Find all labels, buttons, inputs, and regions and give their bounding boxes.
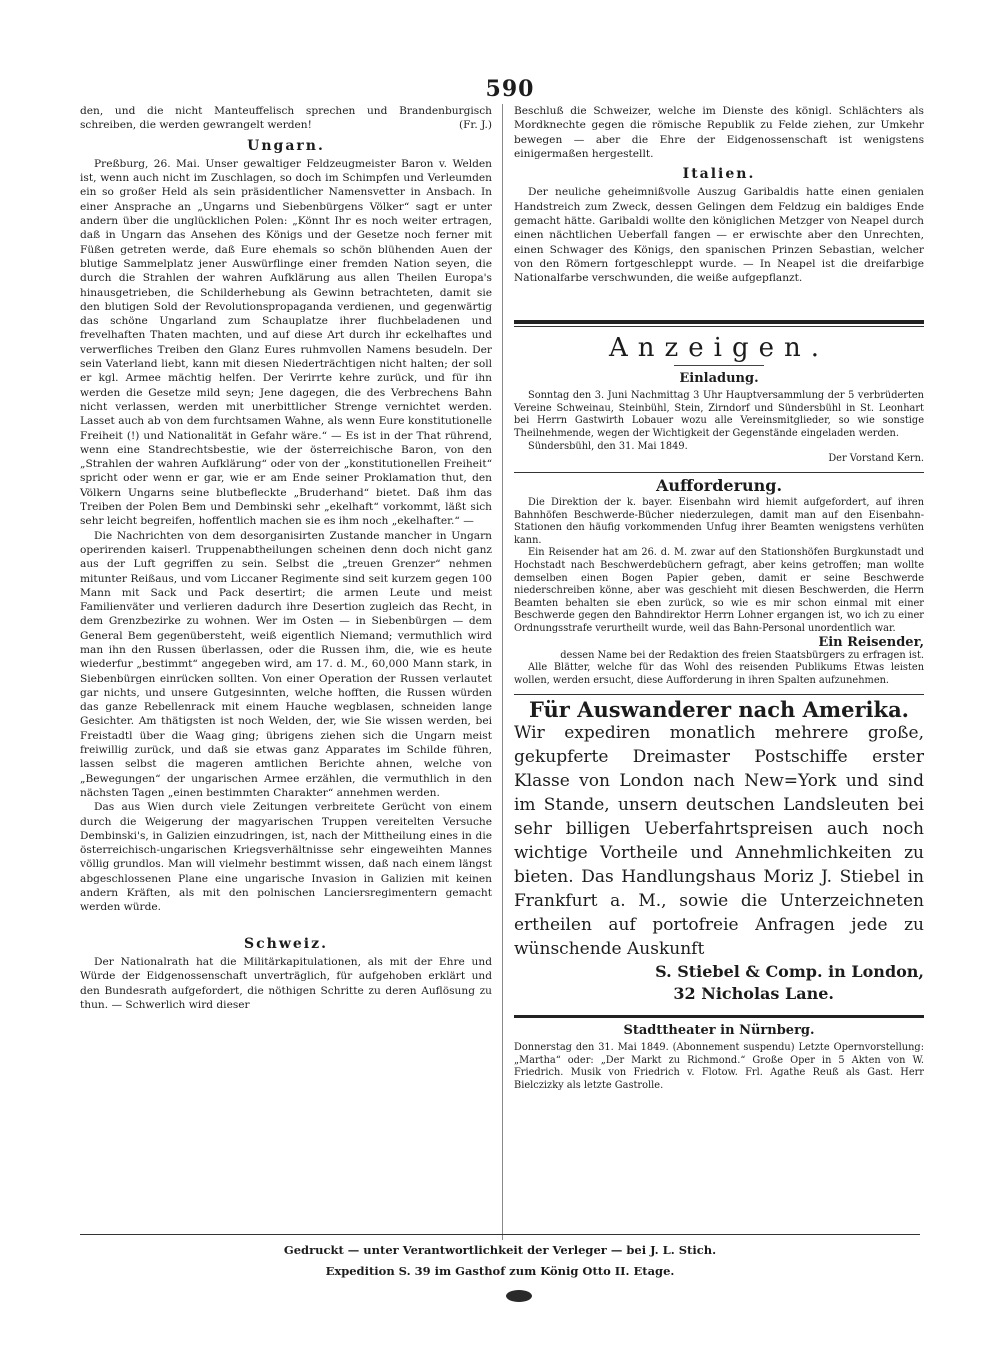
ad-divider-1 [514, 472, 924, 473]
emigrant-ad-signature-2: 32 Nicholas Lane. [673, 983, 834, 1003]
footer-rule [80, 1234, 920, 1235]
emigrant-ad-signature-1: S. Stiebel & Comp. in London, [655, 961, 924, 981]
footer-expedition-line: Expedition S. 39 im Gasthof zum König Otto II. Etage. [325, 1264, 675, 1278]
aufforderung-signature: Ein Reisender, [818, 634, 924, 650]
schweiz-paragraph: Der Nationalrath hat die Militärkapitulationen, als mit der Ehre und Würde der Eidgenossenschaft unverträglich, für aufgehoben erklärt und den Bundesrath aufgefordert, die nöthigen Schritte zu deren Auflösung zu thun. — Schwerlich wird dieser [80, 955, 492, 1011]
ungarn-paragraph-2: Die Nachrichten von dem desorganisirten Zustande mancher in Ungarn operirenden kaiserl. Truppenabtheilungen scheinen denn doch nicht ganz aus der Luft gegriffen zu sein. Selbst die „treuen Grenzer“ nehmen mitunter Reißaus, und vom Liccaner Regimente sind seit kurzem gegen 100 Mann mit Sack und Pack desertirt; die armen Leute und meist Familienväter und verlieren dadurch ihre Desertion zugleich das Recht, in dem Grenzbezirke zu wohnen. Wer im Osten — in Siebenbürgen — dem General Bem gegenübersteht, weiß eigentlich Niemand; vermuthlich wird man ihn den Russen überlassen, oder die Russen ihm, die, wie es heute wiederfur „bestimmt“ angegeben wird, am 17. d. M., 60,000 Mann stark, in Siebenbürgen einrücken sollten. Von einer Operation der Russen verlautet gar nichts, und unsere Gutgesinnten, welche hofften, die Russen würden das ganze Rebellenrack mit einem Hauche wegblasen, schneiden lange Gesichter. Am thätigsten ist noch Welden, der, wie Sie wissen werden, bei Freistadtl über die Waag ging; übrigens ziehen sich die Ungarn meist freiwillig zurück, und daß sie etwas ganz Apparates im Schilde führen, lassen selbst die mageren amtlichen Berichte ahnen, welche von „Bewegungen“ der ungarischen Armee erzählen, die vermuthlich in den nächsten Tagen „einen bestimmten Charakter“ annehmen werden. [80, 529, 492, 799]
emigrant-ad-body: Wir expediren monatlich mehrere große, gekupferte Dreimaster Postschiffe erster Klasse von London nach New=York und sind im Stande, unsern deutschen Landsleuten bei sehr billigen Ueberfahrtspreisen auch noch wichtige Vortheile und Annehmlichkeiten zu bieten. Das Handlungshaus Moriz J. Stiebel in Frankfurt a. M., sowie die Unterzeichneten ertheilen auf portofreie Anfragen jede zu wünschende Auskunft [514, 722, 924, 959]
announcements-title: Anzeigen. [609, 332, 829, 363]
right-column [514, 104, 924, 1093]
einladung-text: Sonntag den 3. Juni Nachmittag 3 Uhr Hauptversammlung der 5 verbrüderten Vereine Schweinau, Steinbühl, Stein, Zirndorf und Sündersbühl in St. Leonhart bei Herrn Gastwirth Lobauer wozu alle Vereinsmitglieder, so wie sonstige Theilnehmende, wegen der Wichtigkeit der Gegenstände eingeladen werden. [514, 390, 924, 439]
ungarn-paragraph-1: Preßburg, 26. Mai. Unser gewaltiger Feldzeugmeister Baron v. Welden ist, wenn auch nicht im Zuschlagen, so doch im Schimpfen und Verleumden ein so großer Held als sein präsidentlicher Namensvetter in Ansbach. In einer Ansprache an „Ungarns und Siebenbürgens Völker“ sagt er unter andern über die unglücklichen Polen: „Könnt Ihr es noch weiter ertragen, daß in Ungarn das Ansehen des Königs und der Gesetze noch ferner mit Füßen getreten werde, daß Eure ehemals so schön blühenden Auen der blutige Sammelplatz jener Auswürflinge einer fremden Nation seyen, die durch die Strahlen der wahren Aufklärung aus allen Theilen Europa's hinausgetrieben, die Schilderhebung als Gewinn betrachteten, damit sie den blutigen Sold der Revolutionspropaganda verdienen, und gegenwärtig das schöne Ungarland zum Schauplatze ihrer fluchbeladenen und frevelhaften Thaten machten, und auf diese Art durch ihr eckelhaftes und verwerfliches Treiben den Glanz Eures ruhmvollen Namens besudeln. Der sein Vaterland liebt, kann mit diesen Niederträchtigen nicht halten; der soll er kgl. Armee mächtig helfen. Der Verirrte kehre zurück, und für ihn werden die Gesetze mild seyn; Jene dagegen, die des Verbrechens Bahn nicht verlassen, werden mit unerbittlicher Strenge vernichtet werden. Lasset auch ab von dem furchtsamen Wahne, als wenn Eure konstitutionelle Freiheit (!) und Nationalität in Gefahr wäre.“ — Es ist in der That rührend, wenn eine Standrechtsbestie, wie der österreichische Baron, von den „Strahlen der wahren Aufklärung“ oder von der „konstitutionellen Freiheit“ spricht oder wenn er gar, wie er am Ende seiner Proklamation thut, den Völkern Ungarns seine blutbefleckte „Bruderhand“ bietet. Daß ihm das Treiben der Polen Bem und Dembinski sehr „ekelhaft“ vorkommt, läßt sich sehr leicht begreifen, hoffentlich machen sie es ihm noch „ekelhafter.“ — [80, 157, 492, 528]
theater-text: Donnerstag den 31. Mai 1849. (Abonnement suspendu) Letzte Opernvorstellung: „Martha“ oder: „Der Markt zu Richmond.“ Große Oper in 5 Akten von W. Friedrich. Musik von Friedrich v. Flotow. Frl. Agathe Reuß als Gast. Herr Bielczizky als letzte Gastrolle. [514, 1042, 924, 1091]
ad-divider-2 [514, 694, 924, 695]
theater-divider-thick [514, 1015, 924, 1018]
ungarn-paragraph-3: Das aus Wien durch viele Zeitungen verbreitete Gerücht von einem durch die Weigerung der magyarischen Truppen vereitelten Versuche Dembinski's, in Galizien einzudringen, ist, nach der Mittheilung eines in die österreichisch-ungarischen Kriegsverhältnisse sehr eingeweihten Mannes völlig grundlos. Man will vielmehr bestimmt wissen, daß nach einem längst abgeschlossenen Plane eine ungarische Invasion in Galizien mit keinen andern Kräften, als mit den polnischen Lanciersregimentern gemacht werden würde. [80, 801, 492, 914]
intro-signature: (Fr. J.) [458, 119, 492, 132]
aufforderung-text-2: Ein Reisender hat am 26. d. M. zwar auf den Stationshöfen Burgkunstadt und Hochstadt nach Beschwerdebüchern gefragt, aber keins getroffen; man wollte demselben einen Bogen Papier geben, damit er seine Beschwerde niederschreiben könne, aber was geschieht mit diesen Beschwerden, die Herrn Beamten behalten sie eben zurück, so wie es mir schon einmal mit einer Beschwerde gegen den Bahndirektor Herrn Lohner ergangen ist, wo ich zu einer Ordnungsstrafe verurtheilt wurde, weil das Bahn-Personal unordentlich war. [514, 547, 924, 634]
einladung-heading: Einladung. [679, 370, 759, 386]
italien-paragraph: Der neuliche geheimnißvolle Auszug Garibaldis hatte einen genialen Handstreich zum Zweck, dessen Gelingen dem Feldzug ein baldiges Ende gemacht hätte. Garibaldi wollte den königlichen Metzger von Neapel durch einen nächtlichen Ueberfall fangen — er erwischte aber den Unrechten, einen Schwager des Königs, den spanischen Prinzen Sebastian, welcher von den Römern fortgeschleppt wurde. — In Neapel ist die dreifarbige Nationalfarbe verschwunden, die weiße aufgepflanzt. [514, 186, 924, 285]
aufforderung-text-1: Die Direktion der k. bayer. Eisenbahn wird hiemit aufgefordert, auf ihren Bahnhöfen Beschwerde-Bücher niederzulegen, damit man auf den Eisenbahn-Stationen den häufig vorkommenden Unfug ihrer Beamten wenigstens verhüten kann. [514, 497, 924, 546]
einladung-signature: Der Vorstand Kern. [828, 453, 924, 465]
section-heading-italien: Italien. [682, 166, 756, 183]
page-number: 590 [485, 76, 535, 102]
section-divider-thin [514, 326, 924, 327]
section-heading-ungarn: Ungarn. [247, 137, 325, 154]
schweiz-continuation: Beschluß die Schweizer, welche im Dienste des königl. Schlächters als Mordknechte gegen die römische Republik zu Felde ziehen, zur Umkehr bewegen — aber die Ehre der Eidgenossenschaft ist wenigstens einigermaßen hergestellt. [514, 105, 924, 160]
aufforderung-heading: Aufforderung. [655, 475, 783, 495]
column-divider [502, 104, 503, 1240]
left-column [80, 104, 492, 1012]
section-heading-schweiz: Schweiz. [244, 935, 328, 952]
intro-text: den, und die nicht Manteuffelisch sprechen und Brandenburgisch schreiben, die werden gewrangelt werden! (Fr. J.) [80, 105, 492, 132]
theater-heading: Stadttheater in Nürnberg. [623, 1022, 815, 1038]
emigrant-ad-title: Für Auswanderer nach Amerika. [529, 696, 909, 722]
aufforderung-note: Alle Blätter, welche für das Wohl des reisenden Publikums Etwas leisten wollen, werden ersucht, diese Aufforderung in ihren Spalten aufzunehmen. [514, 662, 924, 687]
einladung-date: Sündersbühl, den 31. Mai 1849. [528, 440, 688, 452]
short-divider [674, 365, 764, 366]
aufforderung-signature-note: dessen Name bei der Redaktion des freien Staatsbürgers zu erfragen ist. [560, 649, 924, 661]
footer-printer-line: Gedruckt — unter Verantwortlichkeit der Verleger — bei J. L. Stich. [283, 1243, 717, 1257]
ink-blot [506, 1290, 532, 1302]
section-divider-thick [514, 320, 924, 324]
